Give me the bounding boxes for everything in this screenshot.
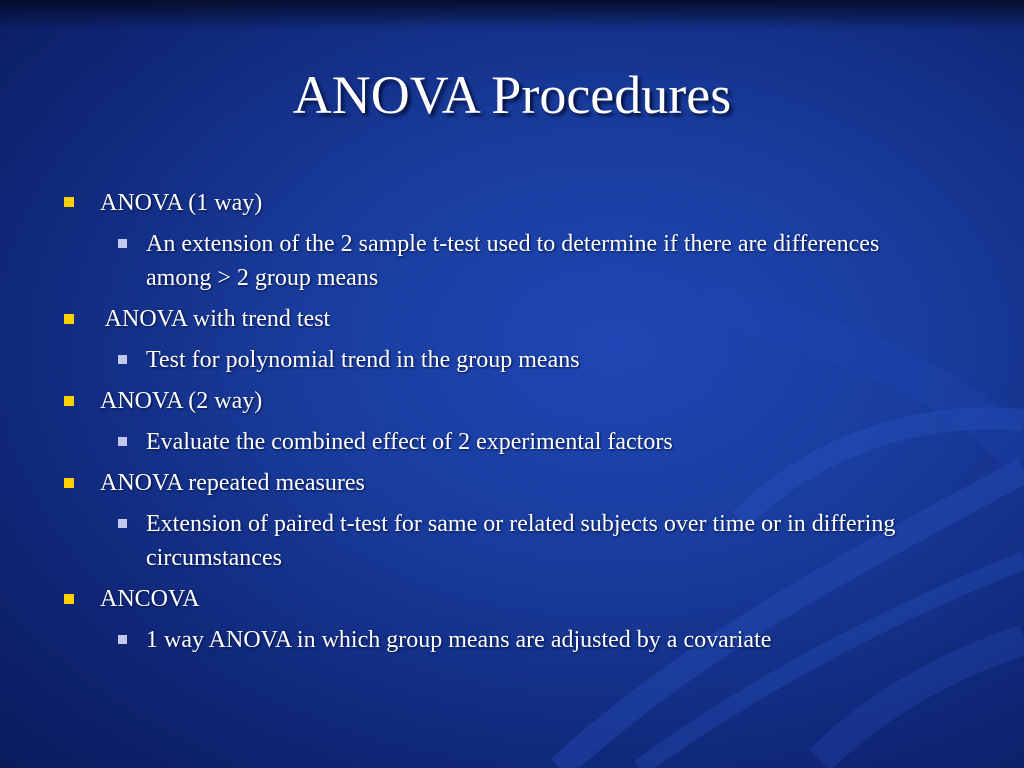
- small-square-bullet-icon: [118, 635, 127, 644]
- sub-bullet-item: Evaluate the combined effect of 2 experimental factors: [146, 429, 673, 455]
- square-bullet-icon: [64, 478, 74, 488]
- square-bullet-icon: [64, 396, 74, 406]
- square-bullet-icon: [64, 197, 74, 207]
- small-square-bullet-icon: [118, 437, 127, 446]
- sub-bullet-item: Test for polynomial trend in the group means: [146, 347, 580, 373]
- square-bullet-icon: [64, 594, 74, 604]
- bullet-item: ANOVA (1 way): [100, 190, 263, 216]
- bullet-item: ANCOVA: [100, 586, 200, 612]
- small-square-bullet-icon: [118, 519, 127, 528]
- sub-bullet-item: Extension of paired t-test for same or related subjects over time or in differing circumstances: [146, 511, 896, 571]
- bullet-item: ANOVA with trend test: [100, 306, 331, 332]
- small-square-bullet-icon: [118, 355, 127, 364]
- sub-bullet-item: An extension of the 2 sample t-test used to determine if there are differences among > 2 group means: [146, 231, 880, 291]
- sub-bullet-item: 1 way ANOVA in which group means are adjusted by a covariate: [146, 627, 772, 653]
- slide-title: ANOVA Procedures: [292, 65, 732, 125]
- square-bullet-icon: [64, 314, 74, 324]
- small-square-bullet-icon: [118, 239, 127, 248]
- bullet-item: ANOVA repeated measures: [100, 470, 365, 496]
- bullet-item: ANOVA (2 way): [100, 388, 263, 414]
